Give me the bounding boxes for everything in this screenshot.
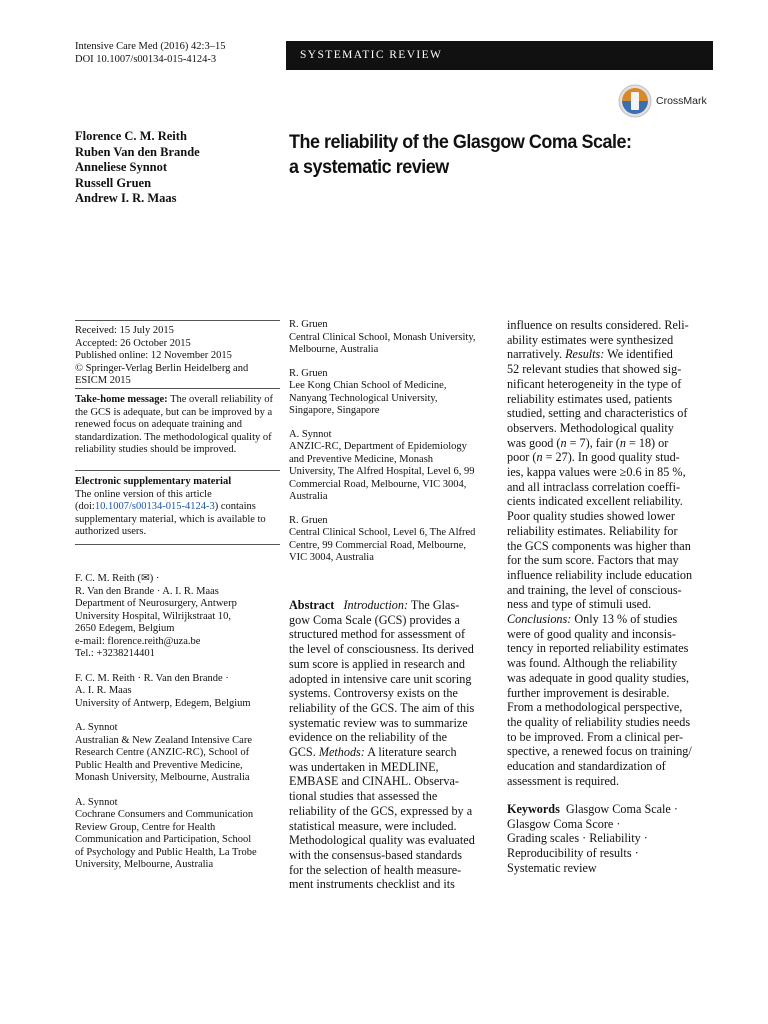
abstract-line: with the consensus-based standards <box>289 847 462 862</box>
section-label: n <box>560 435 567 450</box>
affiliation-names: A. Synnot <box>289 428 332 440</box>
abstract-line <box>507 700 715 715</box>
abstract-text: narratively. <box>507 347 566 362</box>
abstract-text: was found. Although the reliability <box>507 656 678 671</box>
abstract-line: systems. Controversy exists on the <box>289 686 458 701</box>
author-name: Andrew I. R. Maas <box>75 191 177 205</box>
abstract-line: adopted in intensive care unit scoring <box>289 671 472 686</box>
affiliation <box>289 368 497 418</box>
take-home-message <box>75 394 280 457</box>
abstract-line <box>289 598 497 613</box>
abstract-line <box>507 641 715 656</box>
abstract-text: for the sum score. Factors that may <box>507 553 679 568</box>
divider <box>75 470 280 471</box>
take-home-label: Take-home message: <box>75 394 168 405</box>
abstract-text: were of good quality and inconsis- <box>507 626 676 641</box>
affiliation-names: R. Gruen <box>289 319 328 330</box>
supplementary-label: Electronic supplementary material <box>75 476 232 487</box>
affiliation-address: University, Melbourne, Australia <box>75 859 214 870</box>
abstract-line <box>507 671 715 686</box>
abstract-line <box>507 421 715 436</box>
abstract-line: the level of consciousness. Its derived <box>289 642 474 657</box>
author-list <box>75 129 200 207</box>
abstract-text: the quality of reliability studies needs <box>507 714 691 729</box>
affiliation-names: R. Gruen <box>289 367 328 379</box>
affiliation-address: Cochrane Consumers and Communication <box>75 809 254 820</box>
email[interactable]: e-mail: florence.reith@uza.be <box>75 635 201 647</box>
affiliation <box>75 722 280 785</box>
abstract-text: and training, the level of conscious- <box>507 582 682 597</box>
abstract-line: evidence on the reliability of the <box>289 730 448 745</box>
abstract-line <box>507 774 715 789</box>
abstract-line: statistical measure, were included. <box>289 818 457 833</box>
affiliation-names: A. Synnot <box>75 796 118 808</box>
affiliation-address: Monash University, Melbourne, Australia <box>75 772 250 783</box>
supplementary-text: (doi: <box>75 501 95 512</box>
affiliation-address: Singapore, Singapore <box>289 405 380 416</box>
affiliation-address: Research Centre (ANZIC-RC), School of <box>75 747 250 758</box>
keyword: Grading scales · Reliability · <box>507 831 648 846</box>
abstract-line <box>507 612 715 627</box>
abstract-line <box>507 627 715 642</box>
abstract-text: studied, setting and characteristics of <box>507 406 688 421</box>
abstract-text: = 18) or <box>625 435 669 450</box>
abstract-line <box>507 583 715 598</box>
abstract-line: tional studies that assessed the <box>289 789 438 804</box>
affiliation <box>289 319 497 357</box>
affiliations-middle <box>289 319 497 565</box>
affiliation <box>289 515 497 565</box>
abstract-line <box>507 318 715 333</box>
affiliation-address: Commercial Road, Melbourne, VIC 3004, <box>289 478 467 490</box>
affiliation <box>75 573 280 661</box>
abstract-line: EMBASE and CINAHL. Observa- <box>289 774 459 789</box>
affiliation <box>289 429 497 504</box>
divider <box>75 388 280 389</box>
affiliation-address: VIC 3004, Australia <box>289 552 374 563</box>
section-label: n <box>536 450 543 465</box>
abstract-line: Methodological quality was evaluated <box>289 833 475 848</box>
abstract-text: influence reliability include education <box>507 567 693 582</box>
abstract-line <box>507 480 715 495</box>
abstract-line <box>507 715 715 730</box>
keyword: Glasgow Coma Score · <box>507 816 621 831</box>
abstract-line <box>507 406 715 421</box>
abstract-text: nificant heterogeneity in the type of <box>507 376 682 391</box>
abstract-line <box>507 377 715 392</box>
abstract-text: and all intraclass correlation coeffi- <box>507 479 681 494</box>
affiliation-address: 2650 Edegem, Belgium <box>75 623 175 634</box>
abstract-text: further improvement is desirable. <box>507 685 670 700</box>
affiliation <box>75 797 280 872</box>
abstract-text: From a methodological perspective, <box>507 700 683 715</box>
keywords-line <box>507 802 715 817</box>
author-name: Anneliese Synnot <box>75 160 168 174</box>
crossmark-label: CrossMark <box>656 95 707 107</box>
abstract-text: We identified <box>604 347 673 362</box>
affiliation-names: R. Gruen <box>289 514 328 526</box>
received-date: Received: 15 July 2015 <box>75 325 174 336</box>
keywords-label: Keywords <box>507 802 560 816</box>
abstract-line <box>507 539 715 554</box>
abstract-text: ies, kappa values were ≥0.6 in 85 %, <box>507 465 686 480</box>
citation-doi: DOI 10.1007/s00134-015-4124-3 <box>75 53 217 65</box>
abstract-text: tency in reported reliability estimates <box>507 641 689 656</box>
affiliation-address: Centre, 99 Commercial Road, Melbourne, <box>289 539 466 551</box>
affiliation-names: F. C. M. Reith · R. Van den Brande · <box>75 672 229 684</box>
abstract-line <box>507 759 715 774</box>
article-title <box>289 130 685 180</box>
abstract-line <box>507 494 715 509</box>
supplementary-text: The online version of this article <box>75 488 212 500</box>
abstract-line <box>289 745 497 760</box>
affiliation-address: ANZIC-RC, Department of Epidemiology <box>289 441 467 452</box>
abstract-text: Only 13 % of studies <box>571 612 678 627</box>
abstract-text: Poor quality studies showed lower <box>507 509 675 524</box>
affiliation <box>75 673 280 711</box>
abstract-text: was adequate in good quality studies, <box>507 670 690 685</box>
abstract-text: 52 relevant studies that showed sig- <box>507 362 682 377</box>
abstract-line <box>507 597 715 612</box>
affiliation-address: University Hospital, Wilrijkstraat 10, <box>75 610 231 622</box>
affiliation-address: and Preventive Medicine, Monash <box>289 453 434 465</box>
affiliation-address: Lee Kong Chian School of Medicine, <box>289 380 447 391</box>
abstract-line <box>507 333 715 348</box>
affiliation-address: Communication and Participation, School <box>75 834 252 845</box>
affiliation-names: F. C. M. Reith (✉) · <box>75 573 160 584</box>
affiliations-left <box>75 573 280 872</box>
keywords-block <box>507 802 715 876</box>
affiliation-address: Australian & New Zealand Intensive Care <box>75 734 252 746</box>
abstract-text: GCS. <box>289 745 319 760</box>
abstract-text: to be improved. From a clinical per- <box>507 729 684 744</box>
abstract-line: gow Coma Scale (GCS) provides a <box>289 612 460 627</box>
abstract-text: ness and type of stimuli used. <box>507 597 652 612</box>
abstract-line <box>507 362 715 377</box>
crossmark-badge[interactable] <box>618 84 707 118</box>
divider <box>75 320 280 321</box>
abstract-text: = 7), fair ( <box>566 435 620 450</box>
abstract-text: cients indicated excellent reliability. <box>507 494 683 509</box>
abstract-line <box>507 744 715 759</box>
abstract-line <box>507 509 715 524</box>
abstract-text: the GCS components was higher than <box>507 538 691 553</box>
abstract-text: reliability estimates. Reliability for <box>507 523 678 538</box>
copyright: ESICM 2015 <box>75 375 131 386</box>
supplementary-material <box>75 476 280 539</box>
title-line: The reliability of the Glasgow Coma Scale: <box>289 131 632 153</box>
abstract-line <box>507 686 715 701</box>
citation-journal: Intensive Care Med (2016) 42:3–15 <box>75 41 226 52</box>
abstract-text: was good ( <box>507 435 561 450</box>
abstract-line <box>507 392 715 407</box>
affiliation-address: Central Clinical School, Monash University, <box>289 331 476 343</box>
abstract-part-1 <box>289 598 497 892</box>
abstract-line: systematic review was to summarize <box>289 715 468 730</box>
affiliation-address: Department of Neurosurgery, Antwerp <box>75 598 237 609</box>
abstract-text: spective, a renewed focus on training/ <box>507 744 692 759</box>
affiliation-address: Australia <box>289 491 328 502</box>
citation <box>75 41 225 66</box>
doi-link[interactable]: 10.1007/s00134-015-4124-3 <box>94 501 215 512</box>
abstract-text: influence on results considered. Reli- <box>507 318 689 332</box>
abstract-text: education and standardization of <box>507 759 666 774</box>
author-name: Florence C. M. Reith <box>75 129 187 143</box>
abstract-line: reliability of the GCS, expressed by a <box>289 803 473 818</box>
affiliation-address: Review Group, Centre for Health <box>75 821 216 833</box>
abstract-text: reliability estimates used, patients <box>507 391 673 406</box>
abstract-text: poor ( <box>507 450 537 465</box>
abstract-line: was undertaken in MEDLINE, <box>289 759 439 774</box>
abstract-line <box>507 568 715 583</box>
affiliation-address: Nanyang Technological University, <box>289 392 438 404</box>
affiliation-names: R. Van den Brande · A. I. R. Maas <box>75 585 219 597</box>
published-date: Published online: 12 November 2015 <box>75 350 232 361</box>
supplementary-text: ) contains supplementary material, which is available to authorized users. <box>75 501 266 537</box>
abstract-line <box>507 436 715 451</box>
keyword: Reproducibility of results · <box>507 846 639 861</box>
keyword: Glasgow Coma Scale · <box>565 802 678 816</box>
dates-block <box>75 325 280 388</box>
abstract-line <box>507 656 715 671</box>
crossmark-icon <box>618 84 652 118</box>
abstract-text: A literature search <box>364 745 457 760</box>
accepted-date: Accepted: 26 October 2015 <box>75 337 191 349</box>
abstract-line <box>507 347 715 362</box>
affiliation-names: A. I. R. Maas <box>75 685 132 696</box>
copyright: © Springer-Verlag Berlin Heidelberg and <box>75 362 249 374</box>
abstract-line: sum score is applied in research and <box>289 656 465 671</box>
abstract-line <box>507 524 715 539</box>
affiliation-address: University of Antwerp, Edegem, Belgium <box>75 697 251 709</box>
abstract-line: structured method for assessment of <box>289 627 465 642</box>
section-label: Introduction: <box>343 598 409 612</box>
affiliation-address: University, The Alfred Hospital, Level 6, 99 <box>289 466 475 477</box>
keyword: Systematic review <box>507 860 597 875</box>
affiliation-address: Central Clinical School, Level 6, The Alfred <box>289 527 476 538</box>
title-line: a systematic review <box>289 156 449 178</box>
affiliation-names: A. Synnot <box>75 722 118 733</box>
abstract-line <box>507 730 715 745</box>
section-label: n <box>619 435 626 450</box>
abstract-line: for the selection of health measure- <box>289 862 462 877</box>
abstract-heading: Abstract <box>289 598 335 612</box>
abstract-text: assessment is required. <box>507 773 620 788</box>
abstract-line <box>507 465 715 480</box>
author-name: Ruben Van den Brande <box>75 144 200 159</box>
article-type-banner: SYSTEMATIC REVIEW <box>286 41 713 70</box>
abstract-text: The Glas- <box>408 598 460 612</box>
author-name: Russell Gruen <box>75 175 152 190</box>
section-label: Methods: <box>318 745 365 760</box>
divider <box>75 544 280 545</box>
abstract-line: reliability of the GCS. The aim of this <box>289 700 475 715</box>
affiliation-address: Melbourne, Australia <box>289 344 379 355</box>
abstract-part-2 <box>507 318 715 789</box>
phone: Tel.: +3238214401 <box>75 648 155 659</box>
take-home-text: The overall reliability of the GCS is adequate, but can be improved by a renewed focus on adequate training and standardization. The methodological quality of reliability studies should be improved. <box>75 394 274 455</box>
abstract-line <box>507 450 715 465</box>
abstract-text: ability estimates were synthesized <box>507 332 674 347</box>
abstract-text: observers. Methodological quality <box>507 420 674 435</box>
affiliation-address: of Psychology and Public Health, La Trobe <box>75 846 257 858</box>
section-label: Results: <box>565 347 605 362</box>
abstract-text: = 27). In good quality stud- <box>542 450 680 465</box>
abstract-line: ment instruments checklist and its <box>289 877 455 892</box>
section-label: Conclusions: <box>507 612 572 627</box>
affiliation-address: Public Health and Preventive Medicine, <box>75 759 243 771</box>
abstract-line <box>507 553 715 568</box>
